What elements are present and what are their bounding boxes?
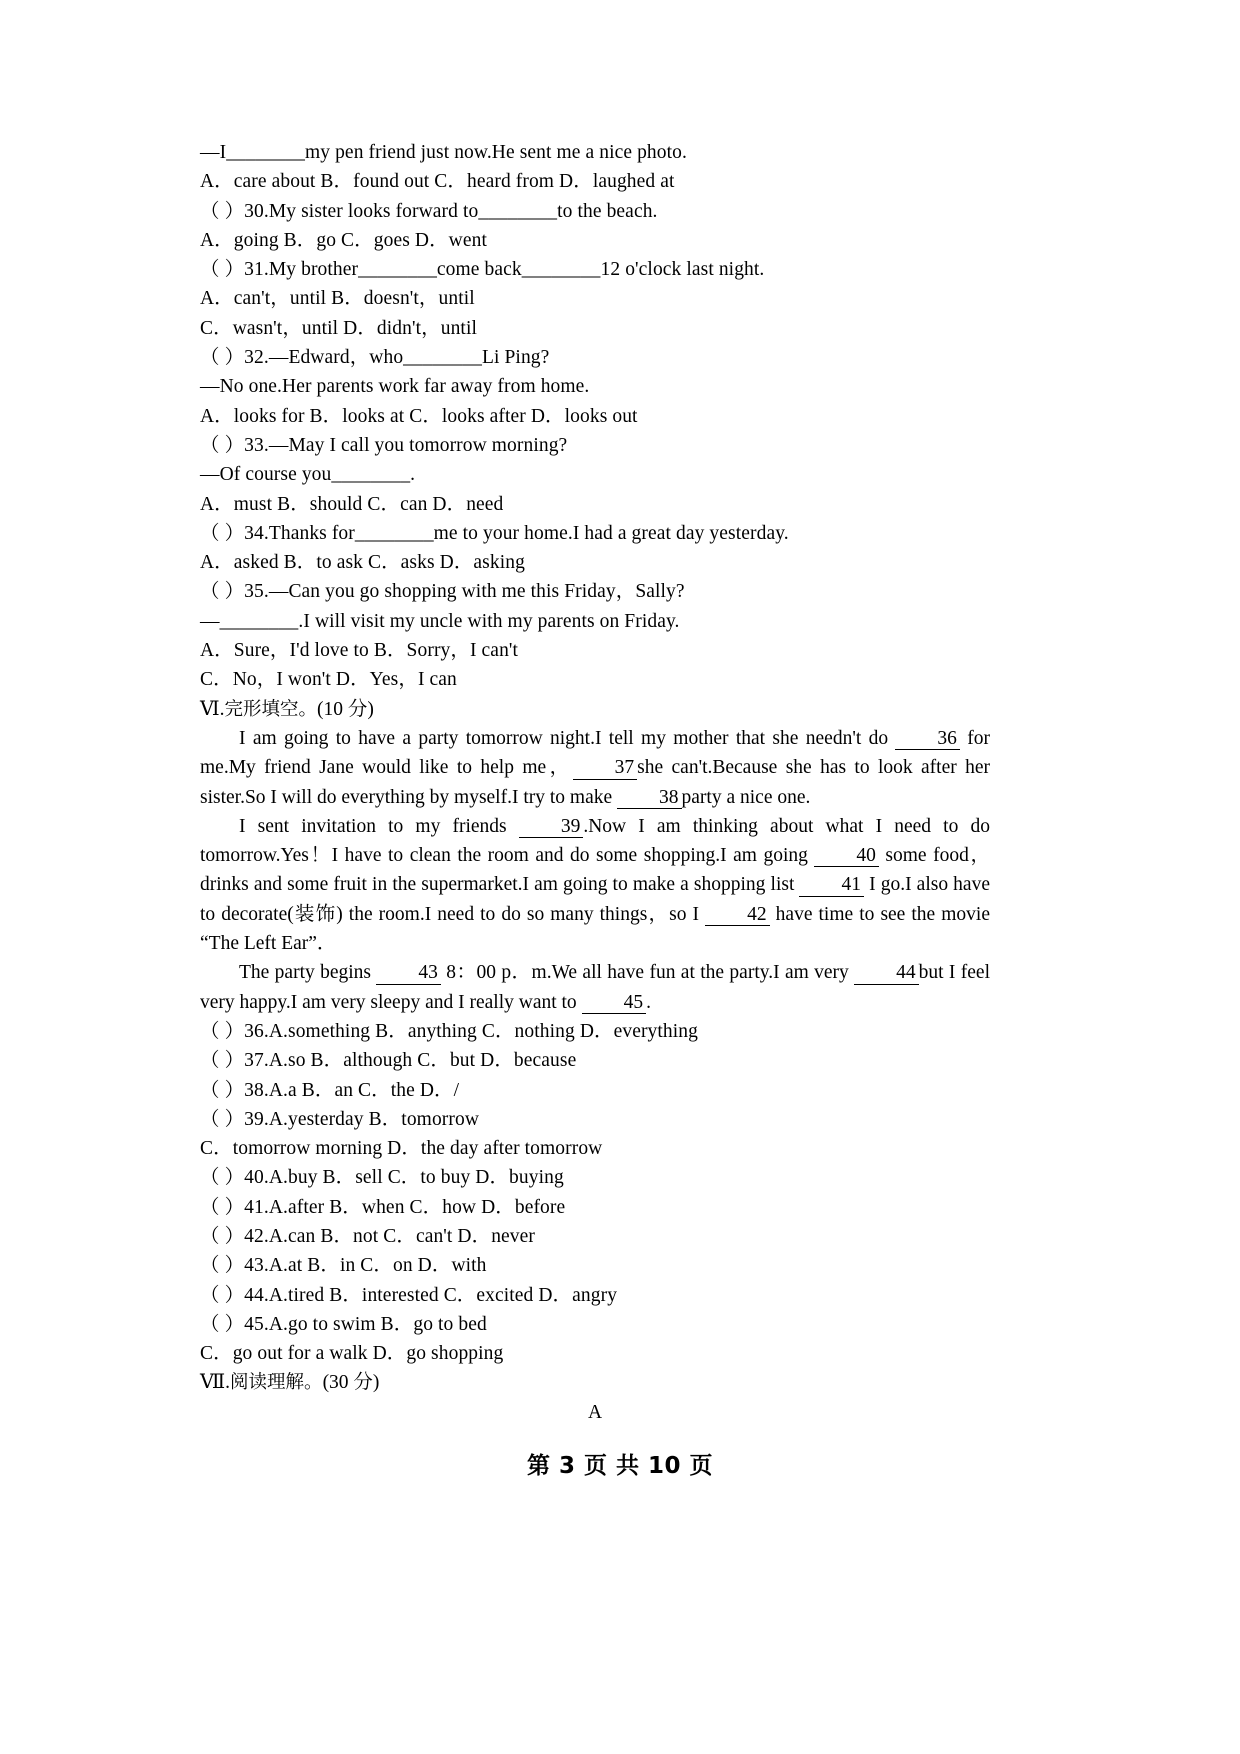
cloze-option-line-43: （ ）43.A.at B．in C．on D．with [200,1255,487,1277]
cloze-option-line-41: （ ）41.A.after B．when C．how D．before [200,1196,566,1218]
question-29-options: A．care about B．found out C．heard from D．laughed at [200,171,675,193]
question-29-stem: —I________my pen friend just now.He sent me a nice photo. [200,142,687,163]
question-32-options: A．looks for B．looks at C．looks after D．looks out [200,405,638,427]
cloze-blank-42: 42 [705,905,770,926]
cloze-blank-38: 38 [617,788,682,809]
reading-heading-title: 阅读理解。 [230,1372,323,1394]
cloze-option-line-45-cd: C．go out for a walk D．go shopping [200,1343,504,1365]
cloze-option-line-45: （ ）45.A.go to swim B．go to bed [200,1313,487,1335]
cloze-blank-44: 44 [854,963,919,984]
question-30-stem: （ ）30.My sister looks forward to________to the beach. [200,200,658,222]
cloze-paragraph-1 [200,724,990,812]
question-31-options-ab: A．can't，until B．doesn't，until [200,288,475,310]
question-35-reply: —________.I will visit my uncle with my parents on Friday. [200,610,680,632]
cloze-p3-part1: The party begins [239,962,377,984]
question-33-reply: —Of course you________. [200,464,416,486]
cloze-blank-40: 40 [814,846,879,867]
passage-label-a: A [587,1401,603,1423]
reading-heading-points: (30 分) [322,1372,380,1394]
cloze-option-line-37: （ ）37.A.so B．although C．but D．because [200,1050,577,1072]
question-33-stem: （ ）33.—May I call you tomorrow morning? [200,434,568,456]
cloze-p3-part2: 8：00 p．m.We all have fun at the party.I am very [440,962,855,984]
cloze-blank-41: 41 [799,875,864,896]
question-34-stem: （ ）34.Thanks for________me to your home.I had a great day yesterday. [200,522,789,544]
cloze-p1-part3: she can't.Because she has to look after her sister.So I will do everything by myself.I try to make [200,757,990,808]
page-body [200,138,990,1427]
cloze-p2-part4: I go.I also have to decorate(装饰) the room.I need to do so many things，so I [200,874,990,925]
question-31-options-cd: C．wasn't，until D．didn't，until [200,317,477,339]
question-30-options: A．going B．go C．goes D．went [200,229,487,251]
reading-heading-roman: Ⅶ. [200,1372,231,1394]
cloze-blank-45: 45 [582,993,647,1014]
cloze-p2-part1: I sent invitation to my friends [239,815,519,837]
cloze-option-line-39: （ ）39.A.yesterday B．tomorrow [200,1108,480,1130]
cloze-heading-roman: Ⅵ. [200,698,225,720]
cloze-p3-part4: . [646,991,651,1013]
page-footer: 第 3 页 共 10 页 [526,1453,714,1479]
cloze-option-line-42: （ ）42.A.can B．not C．can't D．never [200,1225,535,1247]
cloze-option-line-44: （ ）44.A.tired B．interested C．excited D．angry [200,1284,618,1306]
cloze-p2-part2: .Now I am thinking about what I need to do tomorrow.Yes！I have to clean the room and do some shopping.I am going [200,815,990,867]
question-34-options: A．asked B．to ask C．asks D．asking [200,552,525,574]
reading-section-heading [200,1368,990,1397]
question-35-options-cd: C．No，I won't D．Yes，I can [200,669,457,691]
cloze-option-line-39-cd: C．tomorrow morning D．the day after tomorrow [200,1138,603,1160]
question-35-options-ab: A．Sure，I'd love to B．Sorry，I can't [200,640,519,662]
cloze-blank-37: 37 [573,758,638,779]
question-33-options: A．must B．should C．can D．need [200,493,504,515]
cloze-heading-points: (10 分) [317,698,374,720]
cloze-p1-part4: party a nice one. [681,786,811,808]
question-31-stem: （ ）31.My brother________come back________12 o'clock last night. [200,259,765,281]
cloze-p2-part5: have time to see the movie “The Left Ear”． [200,903,991,955]
cloze-blank-43: 43 [376,963,441,984]
cloze-paragraph-3 [200,958,990,1017]
question-35-stem: （ ）35.—Can you go shopping with me this Friday，Sally? [200,581,685,603]
cloze-option-line-36: （ ）36.A.something B．anything C．nothing D．everything [200,1020,698,1042]
question-32-stem: （ ）32.—Edward，who________Li Ping? [200,347,550,369]
cloze-blank-39: 39 [519,817,584,838]
cloze-section-heading [200,695,990,724]
cloze-blank-36: 36 [895,729,960,750]
cloze-option-line-38: （ ）38.A.a B．an C．the D．/ [200,1079,460,1101]
cloze-p2-part3: some food，drinks and some fruit in the supermarket.I am going to make a shopping list [200,845,990,896]
cloze-p1-part1: I am going to have a party tomorrow night.I tell my mother that she needn't do [239,727,896,749]
cloze-paragraph-2 [200,812,990,958]
cloze-p3-part3: but I feel very happy.I am very sleepy and I really want to [200,962,990,1013]
cloze-heading-title: 完形填空。 [224,698,318,720]
question-32-reply: —No one.Her parents work far away from home. [200,376,590,398]
cloze-option-line-40: （ ）40.A.buy B．sell C．to buy D．buying [200,1167,564,1189]
cloze-p1-part2: for me.My friend Jane would like to help me， [200,727,990,779]
